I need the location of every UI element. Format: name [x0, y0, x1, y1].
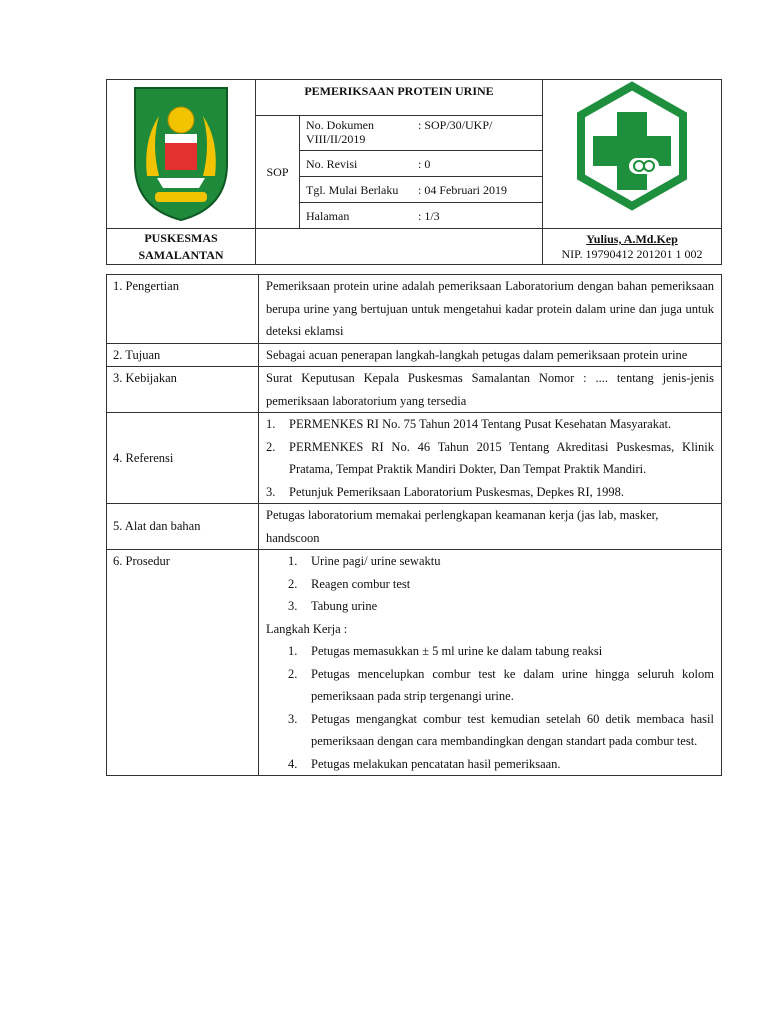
langkah-item: 2. Petugas mencelupkan combur test ke dalam urine hingga seluruh kolom pemeriksaan pada strip tergenangi urine.	[288, 666, 714, 703]
section-label-referensi: 4. Referensi	[107, 413, 259, 504]
regency-emblem-logo	[107, 80, 255, 224]
sop-content-table	[106, 274, 722, 776]
langkah-kerja-title: Langkah Kerja :	[266, 621, 348, 636]
langkah-item: 4. Petugas melakukan pencatatan hasil pemeriksaan.	[288, 756, 561, 771]
sop-label: SOP	[256, 116, 300, 229]
referensi-item: 1. PERMENKES RI No. 75 Tahun 2014 Tentang Pusat Kesehatan Masyarakat.	[266, 417, 672, 431]
bahan-list	[266, 550, 714, 618]
signature-block	[543, 229, 722, 265]
meta-halaman: Halaman : 1/3	[300, 203, 543, 229]
puskesmas-logo	[543, 80, 721, 224]
document-title: PEMERIKSAAN PROTEIN URINE	[256, 80, 543, 116]
bahan-item: 3. Tabung urine	[288, 599, 378, 613]
section-label-prosedur: 6. Prosedur	[107, 550, 259, 776]
signer-name: Yulius, A.Md.Kep	[586, 232, 678, 246]
section-referensi	[259, 413, 722, 504]
puskesmas-logo-cell	[543, 80, 722, 229]
section-label-pengertian: 1. Pengertian	[107, 275, 259, 344]
sop-header-table	[106, 79, 722, 265]
bahan-item: 2. Reagen combur test	[288, 576, 411, 591]
bahan-item: 1. Urine pagi/ urine sewaktu	[288, 554, 441, 568]
section-label-alat-bahan: 5. Alat dan bahan	[107, 504, 259, 550]
referensi-item: 2. PERMENKES RI No. 46 Tahun 2015 Tentang Akreditasi Puskesmas, Klinik Pratama, Tempat Praktik Mandiri Dokter, Dan Tempat Praktik Mandiri.	[266, 439, 714, 476]
section-label-tujuan: 2. Tujuan	[107, 343, 259, 367]
section-text-kebijakan: Surat Keputusan Kepala Puskesmas Samalantan Nomor : .... tentang jenis-jenis pemeriksaan laboratorium yang tersedia	[259, 367, 722, 413]
meta-no-dokumen: No. Dokumen : SOP/30/UKP/ VIII/II/2019	[300, 116, 543, 151]
langkah-item: 3. Petugas mengangkat combur test kemudian setelah 60 detik membaca hasil pemeriksaan dengan cara membandingkan dengan standart pada combur test.	[288, 711, 714, 748]
section-label-kebijakan: 3. Kebijakan	[107, 367, 259, 413]
meta-no-revisi: No. Revisi : 0	[300, 151, 543, 177]
section-prosedur	[259, 550, 722, 776]
langkah-item: 1. Petugas memasukkan ± 5 ml urine ke dalam tabung reaksi	[288, 644, 603, 658]
section-text-pengertian: Pemeriksaan protein urine adalah pemeriksaan Laboratorium dengan bahan pemeriksaan berupa urine yang bertujuan untuk mengetahui kadar protein dalam urine dan juga untuk deteksi eklamsi	[259, 275, 722, 344]
puskesmas-name: PUSKESMAS SAMALANTAN	[107, 229, 256, 265]
section-text-tujuan: Sebagai acuan penerapan langkah-langkah petugas dalam pemeriksaan protein urine	[259, 343, 722, 367]
empty-cell	[256, 229, 543, 265]
meta-tgl-mulai-berlaku: Tgl. Mulai Berlaku : 04 Februari 2019	[300, 177, 543, 203]
section-text-alat-bahan: Petugas laboratorium memakai perlengkapan keamanan kerja (jas lab, masker, handscoon	[259, 504, 722, 550]
regency-logo-cell	[107, 80, 256, 229]
langkah-list	[266, 640, 714, 775]
referensi-item: 3. Petunjuk Pemeriksaan Laboratorium Puskesmas, Depkes RI, 1998.	[266, 484, 625, 499]
signer-nip: NIP. 19790412 201201 1 002	[561, 247, 703, 261]
